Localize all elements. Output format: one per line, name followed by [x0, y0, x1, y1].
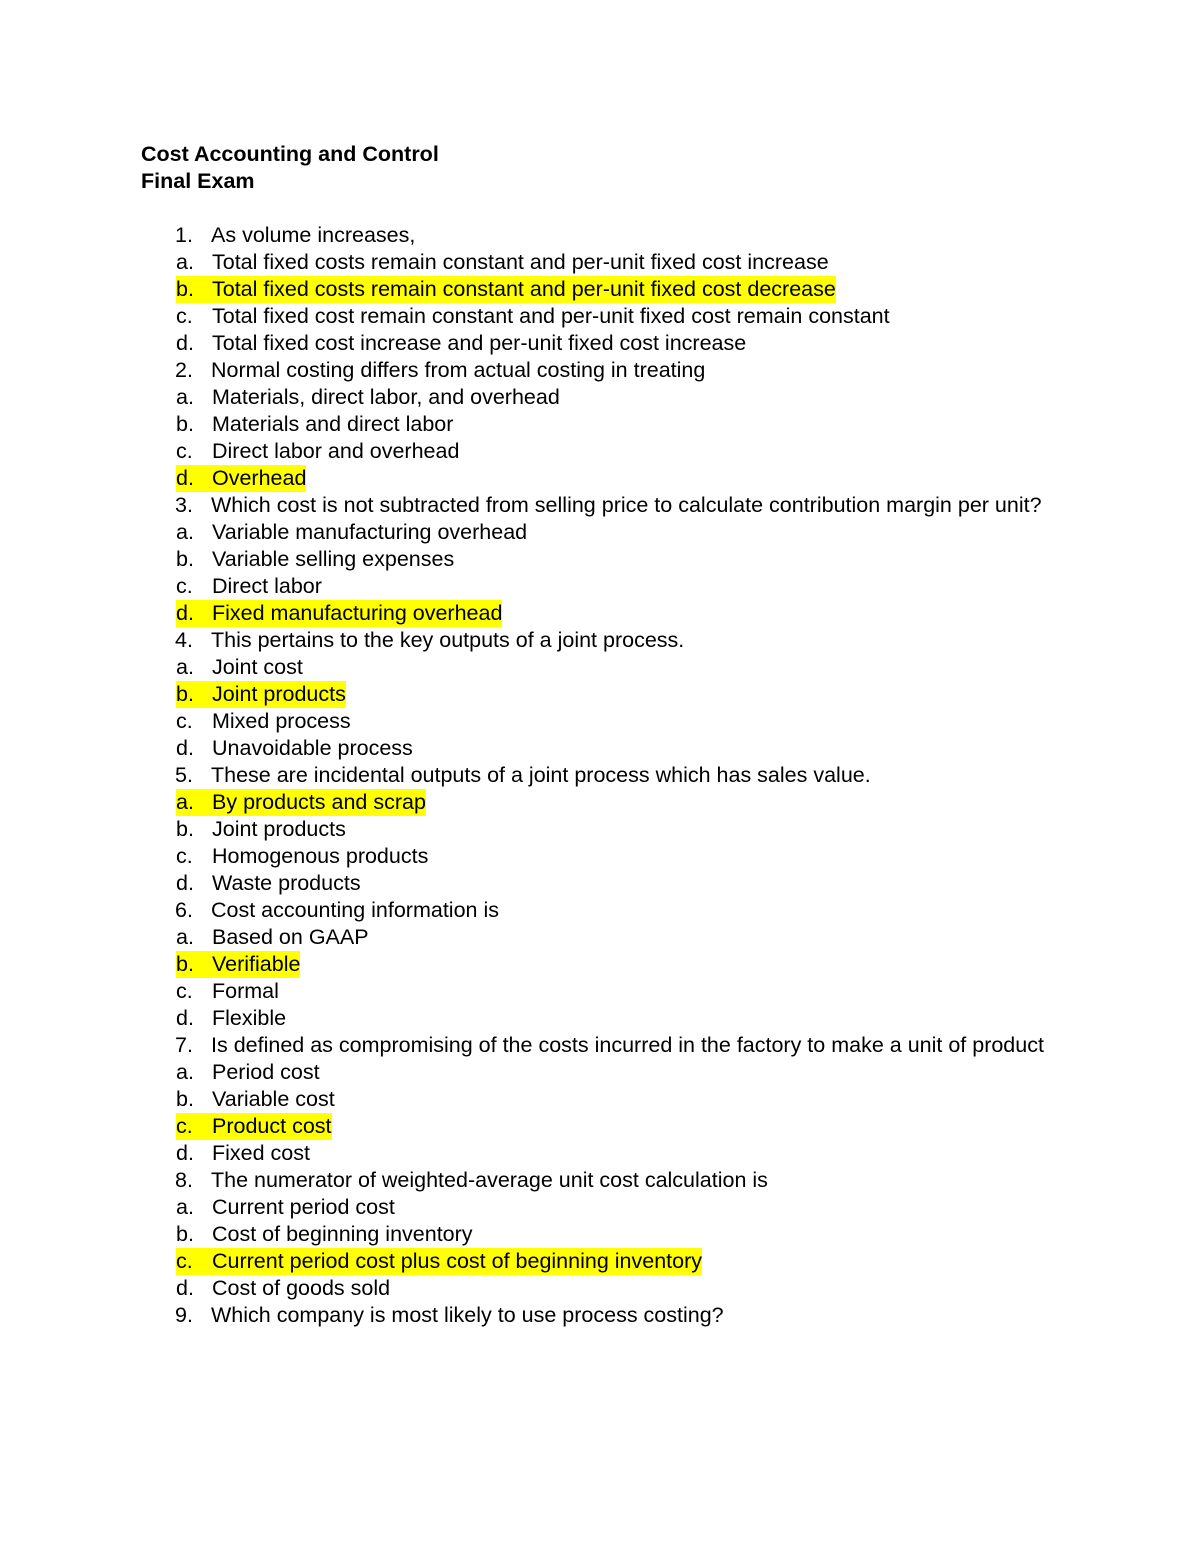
document-subtitle: Final Exam	[141, 169, 255, 193]
option-letter: d.	[176, 601, 194, 625]
answer-row	[176, 816, 346, 843]
question-number: 9.	[175, 1303, 193, 1327]
option-text: By products and scrap	[212, 790, 426, 814]
question-number: 4.	[175, 628, 193, 652]
answer-row	[176, 924, 369, 951]
answer-row	[176, 978, 279, 1005]
option-text: Materials and direct labor	[212, 412, 454, 436]
option-text: Fixed cost	[212, 1141, 310, 1165]
answer-option	[141, 654, 1059, 681]
option-letter: d.	[176, 1006, 194, 1030]
answer-option	[141, 951, 1059, 978]
option-letter: c.	[176, 304, 193, 328]
answer-row	[176, 573, 322, 600]
option-letter: a.	[176, 1060, 194, 1084]
option-letter: a.	[176, 520, 194, 544]
answer-option	[141, 816, 1059, 843]
option-list	[141, 1059, 1059, 1167]
answer-option	[141, 384, 1059, 411]
title-block	[141, 141, 1059, 195]
answer-row	[176, 654, 303, 681]
answer-option	[141, 438, 1059, 465]
answer-row	[176, 438, 459, 465]
option-letter: a.	[176, 250, 194, 274]
question-text: Normal costing differs from actual costing in treating	[211, 358, 706, 382]
question-4	[141, 627, 1059, 654]
answer-row	[176, 384, 560, 411]
option-letter: c.	[176, 439, 193, 463]
question-text: As volume increases,	[211, 223, 416, 247]
question-number: 1.	[175, 223, 193, 247]
option-text: Flexible	[212, 1006, 287, 1030]
option-letter: c.	[176, 1249, 193, 1273]
option-text: Variable selling expenses	[212, 547, 455, 571]
option-text: Total fixed cost increase and per-unit fixed cost increase	[212, 331, 747, 355]
question-number: 2.	[175, 358, 193, 382]
question-text: These are incidental outputs of a joint process which has sales value.	[211, 763, 871, 787]
option-letter: c.	[176, 1114, 193, 1138]
answer-option	[141, 276, 1059, 303]
option-text: Mixed process	[212, 709, 351, 733]
option-letter: d.	[176, 1276, 194, 1300]
answer-option	[141, 708, 1059, 735]
answer-option	[141, 465, 1059, 492]
answer-row	[176, 708, 351, 735]
option-letter: d.	[176, 1141, 194, 1165]
option-text: Current period cost plus cost of beginning inventory	[212, 1249, 702, 1273]
option-text: Direct labor	[212, 574, 322, 598]
question-text: The numerator of weighted-average unit cost calculation is	[211, 1168, 768, 1192]
option-text: Joint products	[212, 682, 346, 706]
answer-row	[176, 1059, 320, 1086]
option-letter: b.	[176, 817, 194, 841]
option-list	[141, 249, 1059, 357]
option-text: Total fixed costs remain constant and per-unit fixed cost increase	[212, 250, 829, 274]
option-text: Total fixed costs remain constant and per-unit fixed cost decrease	[212, 277, 836, 301]
option-letter: a.	[176, 655, 194, 679]
answer-option	[141, 519, 1059, 546]
question-9	[141, 1302, 1059, 1329]
answer-row	[176, 1086, 335, 1113]
answer-option	[141, 1005, 1059, 1032]
answer-option	[141, 1086, 1059, 1113]
option-letter: c.	[176, 844, 193, 868]
answer-option	[141, 573, 1059, 600]
option-text: Joint products	[212, 817, 346, 841]
answer-row	[176, 1275, 390, 1302]
answer-row	[176, 303, 890, 330]
option-list	[141, 654, 1059, 762]
answer-option	[141, 1194, 1059, 1221]
answer-option	[141, 978, 1059, 1005]
answer-option	[141, 1248, 1059, 1275]
answer-row	[176, 411, 453, 438]
question-2	[141, 357, 1059, 384]
answer-row	[176, 1005, 286, 1032]
option-text: Verifiable	[212, 952, 301, 976]
answer-option	[141, 735, 1059, 762]
question-7	[141, 1032, 1059, 1059]
option-text: Period cost	[212, 1060, 320, 1084]
option-text: Waste products	[212, 871, 361, 895]
question-5	[141, 762, 1059, 789]
option-list	[141, 789, 1059, 897]
option-text: Variable manufacturing overhead	[212, 520, 528, 544]
answer-option	[141, 1059, 1059, 1086]
option-letter: b.	[176, 277, 194, 301]
option-letter: c.	[176, 574, 193, 598]
answer-option	[141, 249, 1059, 276]
answer-option	[141, 870, 1059, 897]
highlighted-answer	[176, 600, 502, 627]
highlighted-answer	[176, 681, 346, 708]
option-text: Direct labor and overhead	[212, 439, 460, 463]
highlighted-answer	[176, 951, 300, 978]
answer-row	[176, 870, 361, 897]
answer-option	[141, 843, 1059, 870]
answer-option	[141, 1221, 1059, 1248]
highlighted-answer	[176, 1248, 702, 1275]
question-6	[141, 897, 1059, 924]
answer-option	[141, 600, 1059, 627]
option-letter: a.	[176, 1195, 194, 1219]
question-text: Is defined as compromising of the costs incurred in the factory to make a unit of product	[211, 1033, 1044, 1057]
question-text: Which cost is not subtracted from selling price to calculate contribution margin per unit?	[211, 493, 1042, 517]
answer-row	[176, 843, 428, 870]
highlighted-answer	[176, 1113, 332, 1140]
option-letter: b.	[176, 547, 194, 571]
answer-row	[176, 1194, 395, 1221]
option-text: Product cost	[212, 1114, 332, 1138]
answer-row	[176, 330, 746, 357]
question-text: Cost accounting information is	[211, 898, 500, 922]
option-letter: d.	[176, 331, 194, 355]
document-title: Cost Accounting and Control	[141, 142, 439, 166]
exam-page	[141, 141, 1059, 1329]
answer-row	[176, 546, 454, 573]
highlighted-answer	[176, 276, 836, 303]
answer-option	[141, 1140, 1059, 1167]
highlighted-answer	[176, 465, 306, 492]
answer-option	[141, 411, 1059, 438]
answer-option	[141, 303, 1059, 330]
question-8	[141, 1167, 1059, 1194]
option-text: Cost of goods sold	[212, 1276, 391, 1300]
question-1	[141, 222, 1059, 249]
answer-option	[141, 681, 1059, 708]
option-letter: d.	[176, 466, 194, 490]
option-text: Unavoidable process	[212, 736, 413, 760]
option-letter: a.	[176, 790, 194, 814]
answer-option	[141, 1113, 1059, 1140]
question-number: 8.	[175, 1168, 193, 1192]
answer-option	[141, 546, 1059, 573]
question-number: 5.	[175, 763, 193, 787]
answer-row	[176, 1221, 473, 1248]
option-text: Homogenous products	[212, 844, 429, 868]
option-list	[141, 384, 1059, 492]
option-text: Cost of beginning inventory	[212, 1222, 473, 1246]
option-letter: b.	[176, 682, 194, 706]
option-text: Current period cost	[212, 1195, 395, 1219]
question-list	[141, 222, 1059, 1329]
answer-row	[176, 249, 829, 276]
question-number: 7.	[175, 1033, 193, 1057]
option-text: Formal	[212, 979, 279, 1003]
answer-option	[141, 1275, 1059, 1302]
option-letter: c.	[176, 709, 193, 733]
answer-option	[141, 330, 1059, 357]
option-list	[141, 519, 1059, 627]
option-text: Total fixed cost remain constant and per-unit fixed cost remain constant	[212, 304, 890, 328]
option-letter: a.	[176, 925, 194, 949]
option-letter: d.	[176, 736, 194, 760]
answer-row	[176, 1140, 310, 1167]
question-number: 6.	[175, 898, 193, 922]
option-list	[141, 924, 1059, 1032]
option-text: Fixed manufacturing overhead	[212, 601, 503, 625]
option-text: Materials, direct labor, and overhead	[212, 385, 560, 409]
option-text: Overhead	[212, 466, 307, 490]
question-3	[141, 492, 1059, 519]
option-text: Variable cost	[212, 1087, 335, 1111]
answer-row	[176, 519, 527, 546]
option-list	[141, 1194, 1059, 1302]
option-letter: b.	[176, 412, 194, 436]
answer-option	[141, 924, 1059, 951]
option-letter: c.	[176, 979, 193, 1003]
highlighted-answer	[176, 789, 426, 816]
option-letter: b.	[176, 1087, 194, 1111]
question-number: 3.	[175, 493, 193, 517]
option-letter: b.	[176, 952, 194, 976]
answer-option	[141, 789, 1059, 816]
option-letter: b.	[176, 1222, 194, 1246]
question-text: Which company is most likely to use process costing?	[211, 1303, 724, 1327]
option-letter: a.	[176, 385, 194, 409]
question-text: This pertains to the key outputs of a joint process.	[211, 628, 685, 652]
option-text: Based on GAAP	[212, 925, 369, 949]
option-letter: d.	[176, 871, 194, 895]
answer-row	[176, 735, 413, 762]
option-text: Joint cost	[212, 655, 303, 679]
